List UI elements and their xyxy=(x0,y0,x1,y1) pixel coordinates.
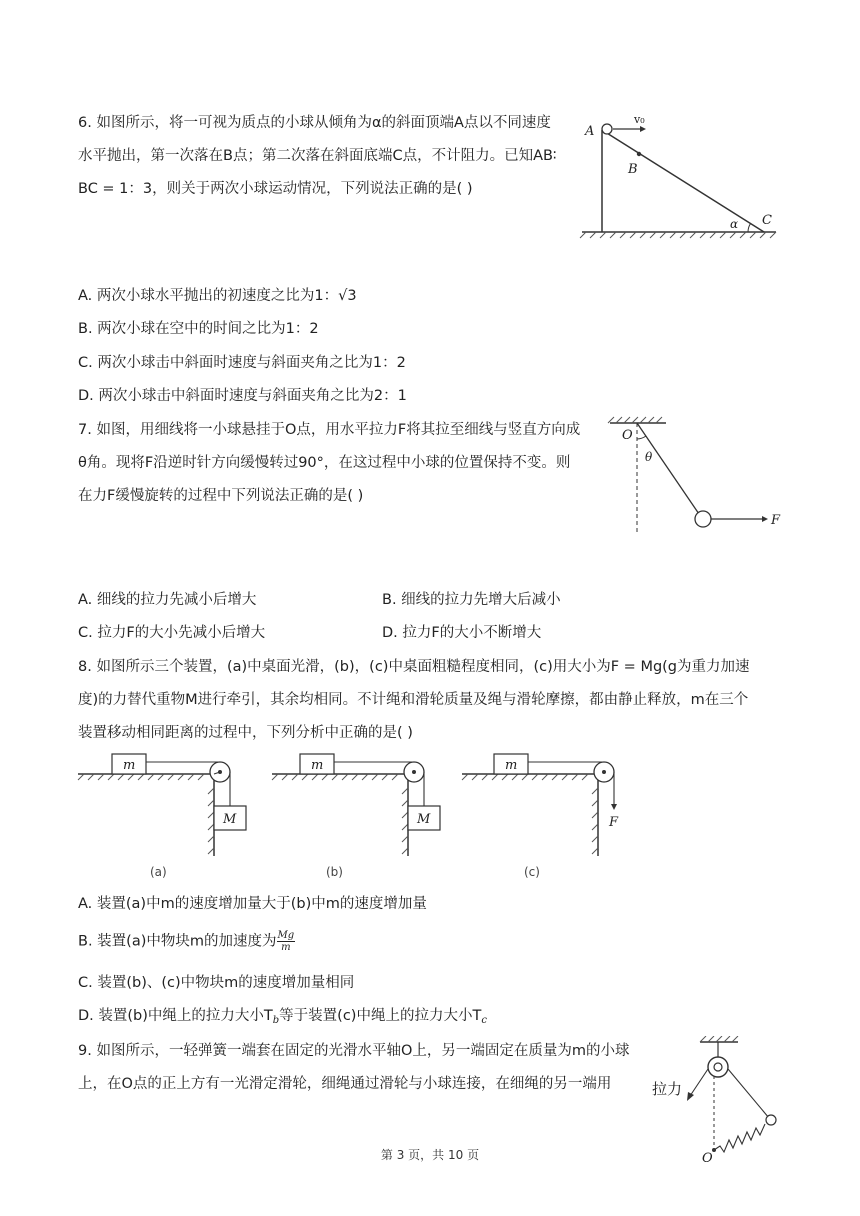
q9-label-pull: 拉力 xyxy=(652,1080,683,1098)
q8-pulley-figures xyxy=(76,748,656,883)
q8-stem-line3: 装置移动相同距离的过程中，下列分析中正确的是( ) xyxy=(78,725,413,741)
q9-stem-line2: 上，在O点的正上方有一光滑定滑轮，细绳通过滑轮与小球连接，在细绳的另一端用 xyxy=(78,1076,612,1092)
q7-stem-line3: 在力F缓慢旋转的过程中下列说法正确的是( ) xyxy=(78,488,364,504)
q8-option-d xyxy=(78,1006,487,1031)
q6-option-d: D. 两次小球击中斜面时速度与斜面夹角之比为2：1 xyxy=(78,388,407,404)
q7-label-theta: θ xyxy=(645,450,653,464)
q6-option-a: A. 两次小球水平抛出的初速度之比为1：√3 xyxy=(78,288,357,304)
q8-caption-c: (c) xyxy=(524,865,540,879)
q6-label-c: C xyxy=(762,213,772,228)
q7-option-b: B. 细线的拉力先增大后减小 xyxy=(382,592,561,608)
q8a-block-m: m xyxy=(123,758,136,773)
q8-option-b xyxy=(78,930,295,953)
page-footer: 第 3 页，共 10 页 xyxy=(380,1148,480,1162)
q6-incline-figure xyxy=(578,108,778,243)
q8-caption-b: (b) xyxy=(326,865,343,879)
q7-stem-line1: 7. 如图，用细线将一小球悬挂于O点，用水平拉力F将其拉至细线与竖直方向成 xyxy=(78,422,581,438)
q7-label-o: O xyxy=(622,428,633,443)
q7-option-c: C. 拉力F的大小先减小后增大 xyxy=(78,625,266,641)
q7-label-f: F xyxy=(771,513,781,528)
q9-label-o: O xyxy=(702,1151,713,1164)
q8-stem-line2: 度)的力替代重物M进行牵引，其余均相同。不计绳和滑轮质量及绳与滑轮摩擦，都由静止释放，m在三个 xyxy=(78,692,749,708)
q8b-block-M: M xyxy=(417,812,431,827)
q8-fraction-numerator: Mg xyxy=(277,930,295,941)
q9-spring-figure xyxy=(650,1036,790,1164)
q7-option-a: A. 细线的拉力先减小后增大 xyxy=(78,592,257,608)
q7-stem-line2: θ角。现将F沿逆时针方向缓慢转过90°，在这过程中小球的位置保持不变。则 xyxy=(78,455,571,471)
q7-pendulum-figure xyxy=(604,415,784,540)
q8c-label-f: F xyxy=(609,815,619,830)
q6-stem-line1: 6. 如图所示，将一可视为质点的小球从倾角为α的斜面顶端A点以不同速度 xyxy=(78,115,551,131)
q6-stem-line2: 水平抛出，第一次落在B点；第二次落在斜面底端C点，不计阻力。已知AB∶ xyxy=(78,148,557,164)
q8-option-c: C. 装置(b)、(c)中物块m的速度增加量相同 xyxy=(78,975,355,991)
q8-option-a: A. 装置(a)中m的速度增加量大于(b)中m的速度增加量 xyxy=(78,896,427,912)
q7-option-d: D. 拉力F的大小不断增大 xyxy=(382,625,542,641)
q9-stem-line1: 9. 如图所示，一轻弹簧一端套在固定的光滑水平轴O上，另一端固定在质量为m的小球 xyxy=(78,1043,630,1059)
q8-option-d-text1: D. 装置(b)中绳上的拉力大小T xyxy=(78,1008,273,1024)
q8-option-d-sub2: c xyxy=(481,1015,487,1026)
q6-option-c: C. 两次小球击中斜面时速度与斜面夹角之比为1：2 xyxy=(78,355,406,371)
q8c-block-m: m xyxy=(505,758,518,773)
q6-stem-line3: BC = 1：3，则关于两次小球运动情况，下列说法正确的是( ) xyxy=(78,181,473,197)
q8-stem-line1: 8. 如图所示三个装置，(a)中桌面光滑，(b)，(c)中桌面粗糙程度相同，(c)用大小为F = Mg(g为重力加速 xyxy=(78,659,750,675)
q8-option-b-text: B. 装置(a)中物块m的加速度为 xyxy=(78,933,277,950)
q6-option-b: B. 两次小球在空中的时间之比为1：2 xyxy=(78,321,319,337)
q8-option-b-fraction xyxy=(277,930,296,953)
q6-label-v0: v₀ xyxy=(634,113,645,126)
q6-label-alpha: α xyxy=(730,217,739,231)
q8-option-d-sub1: b xyxy=(272,1015,280,1026)
q8b-block-m: m xyxy=(311,758,324,773)
q8-option-d-text2: 等于装置(c)中绳上的拉力大小T xyxy=(279,1008,482,1024)
q8a-block-M: M xyxy=(223,812,237,827)
q6-label-b: B xyxy=(628,162,638,177)
q6-label-a: A xyxy=(585,124,595,139)
q8-caption-a: (a) xyxy=(150,865,167,879)
q8-fraction-denominator: m xyxy=(281,942,291,953)
